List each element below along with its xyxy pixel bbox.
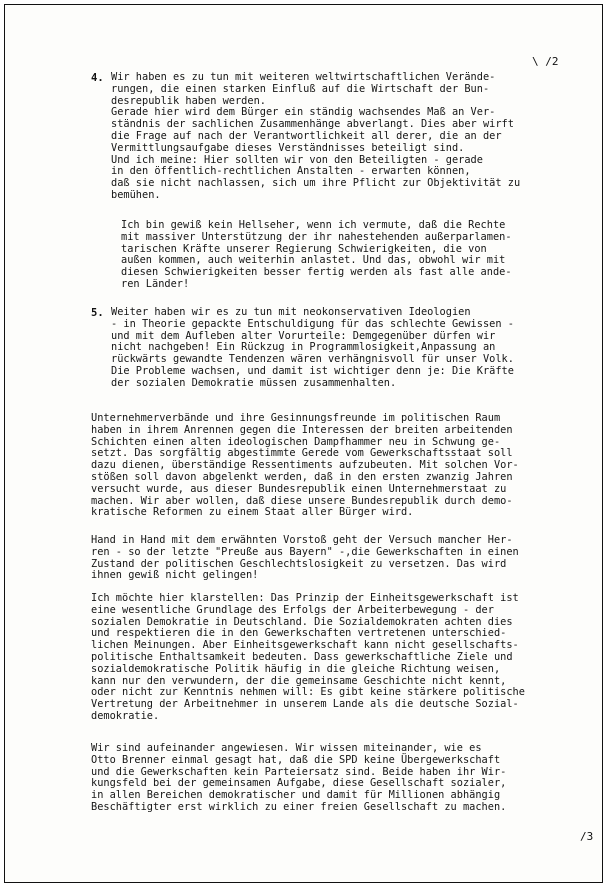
text-line: setzt. Das sorgfältig abgestimmte Gerede vom Gewerkschaftsstaat soll	[91, 447, 513, 460]
text-line: sozialdemokratische Politik häufig in die gleiche Richtung weisen,	[91, 662, 501, 675]
section-4-text-continued	[121, 220, 512, 291]
text-line: oder nicht zur Kenntnis nehmen will: Es gibt keine stärkere politische	[91, 686, 525, 699]
page-marker-bottom: /3	[580, 830, 594, 843]
text-line: und die Gewerkschaften kein Parteiersatz sind. Beide haben ihr Wir-	[91, 765, 507, 778]
text-line: kungsfeld bei der gemeinsamen Aufgabe, diese Gesellschaft sozialer,	[91, 777, 507, 790]
text-line: außen kommen, auch weiterhin anlastet. Und das, obwohl wir mit	[121, 254, 506, 267]
text-line: rückwärts gewandte Tendenzen wären verhängnisvoll für unser Volk.	[111, 353, 514, 366]
section-5-number: 5.	[91, 307, 104, 319]
text-line: in allen Bereichen demokratischer und damit für Millionen abhängig	[91, 789, 501, 802]
paragraph-aufeinander-angewiesen	[91, 743, 506, 814]
text-line: kann nur den verwundern, der die gemeinsame Geschichte nicht kennt,	[91, 674, 507, 687]
text-line: Wir sind aufeinander angewiesen. Wir wissen miteinander, wie es	[91, 742, 482, 754]
text-line: nicht nachgeben! Ein Rückzug in Programmlosigkeit,Anpassung an	[111, 341, 496, 354]
text-line: Weiter haben wir es zu tun mit neokonservativen Ideologien	[111, 306, 471, 318]
section-4-text	[111, 72, 520, 202]
text-line: sozialen Demokratie in Deutschland. Die Sozialdemokraten achten dies	[91, 615, 513, 628]
section-5-text	[111, 307, 514, 390]
page-marker-top: \ /2	[532, 55, 559, 68]
text-line: und mit dem Aufleben alter Vorurteile: Demgegenüber dürfen wir	[111, 329, 496, 342]
text-line: bemühen.	[111, 188, 161, 201]
text-line: und respektieren die in den Gewerkschaften vertretenen unterschied-	[91, 627, 507, 640]
text-line: in den öffentlich-rechtlichen Anstalten - erwarten können,	[111, 165, 471, 178]
text-line: Unternehmerverbände und ihre Gesinnungsfreunde im politischen Raum	[91, 412, 501, 424]
text-line: desrepublik haben werden.	[111, 94, 266, 107]
document-page	[4, 4, 603, 883]
text-line: Otto Brenner einmal gesagt hat, daß die SPD keine Übergewerkschaft	[91, 753, 501, 766]
text-line: ständnis der sachlichen Zusammenhänge abverlangt. Dies aber wirft	[111, 118, 514, 131]
text-line: ren - so der letzte "Preuße aus Bayern" -,die Gewerkschaften in einen	[91, 545, 519, 558]
text-line: stößen soll davon abgelenkt werden, daß in den ersten zwanzig Jahren	[91, 470, 513, 483]
text-line: Gerade hier wird dem Bürger ein ständig wachsendes Maß an Ver-	[111, 106, 496, 119]
paragraph-einheitsgewerkschaft	[91, 593, 525, 723]
text-line: Vertretung der Arbeitnehmer in unserem Lande als die deutsche Sozial-	[91, 698, 519, 711]
text-line: haben in ihrem Anrennen gegen die Interessen der breiten arbeitenden	[91, 423, 513, 436]
text-line: Und ich meine: Hier sollten wir von den Beteiligten - gerade	[111, 153, 483, 166]
text-line: mit massiver Unterstützung der ihr nahestehenden außerparlamen-	[121, 230, 512, 243]
text-line: ren Länder!	[121, 277, 190, 290]
text-line: der sozialen Demokratie müssen zusammenhalten.	[111, 376, 397, 389]
text-line: lichen Meinungen. Aber Einheitsgewerkschaft kann nicht gesellschafts-	[91, 639, 519, 652]
text-line: Ich bin gewiß kein Hellseher, wenn ich vermute, daß die Rechte	[121, 219, 506, 231]
text-line: Hand in Hand mit dem erwähnten Vorstoß geht der Versuch mancher Her-	[91, 534, 513, 546]
text-line: kratische Reformen zu einem Staat aller Bürger wird.	[91, 506, 414, 519]
text-line: Vermittlungsaufgabe dieses Verständnisses beteiligt sind.	[111, 141, 465, 154]
paragraph-hand-in-hand	[91, 535, 519, 582]
text-line: machen. Wir aber wollen, daß diese unsere Bundesrepublik durch demo-	[91, 494, 513, 507]
text-line: Ich möchte hier klarstellen: Das Prinzip der Einheitsgewerkschaft ist	[91, 592, 519, 604]
text-line: Beschäftigter erst wirklich zu einer freien Gesellschaft zu machen.	[91, 800, 507, 813]
text-line: tarischen Kräfte unserer Regierung Schwierigkeiten, die von	[121, 242, 487, 255]
text-line: Wir haben es zu tun mit weiteren weltwirtschaftlichen Verände-	[111, 71, 496, 83]
text-line: versucht wurde, aus dieser Bundesrepublik einen Unternehmerstaat zu	[91, 482, 507, 495]
text-line: die Frage auf nach der Verantwortlichkeit all derer, die an der	[111, 129, 502, 142]
text-line: eine wesentliche Grundlage des Erfolgs der Arbeiterbewegung - der	[91, 603, 494, 616]
text-line: diesen Schwierigkeiten besser fertig werden als fast alle ande-	[121, 266, 512, 279]
text-line: Die Probleme wachsen, und damit ist wichtiger denn je: Die Kräfte	[111, 364, 514, 377]
text-line: politische Enthaltsamkeit bedeuten. Dass gewerkschaftliche Ziele und	[91, 650, 513, 663]
text-line: rungen, die einen starken Einfluß auf die Wirtschaft der Bun-	[111, 82, 490, 95]
text-line: dazu dienen, überständige Ressentiments aufzubeuten. Mit solchen Vor-	[91, 459, 519, 472]
text-line: demokratie.	[91, 709, 160, 722]
text-line: Zustand der politischen Geschlechtslosigkeit zu versetzen. Das wird	[91, 557, 507, 570]
section-4-number: 4.	[91, 72, 104, 84]
text-line: ihnen gewiß nicht gelingen!	[91, 569, 259, 582]
text-line: - in Theorie gepackte Entschuldigung für das schlechte Gewissen -	[111, 317, 514, 330]
text-line: Schichten einen alten ideologischen Dampfhammer neu in Schwung ge-	[91, 435, 501, 448]
paragraph-unternehmerverbaende	[91, 413, 519, 519]
text-line: daß sie nicht nachlassen, sich um ihre Pflicht zur Objektivität zu	[111, 177, 521, 190]
